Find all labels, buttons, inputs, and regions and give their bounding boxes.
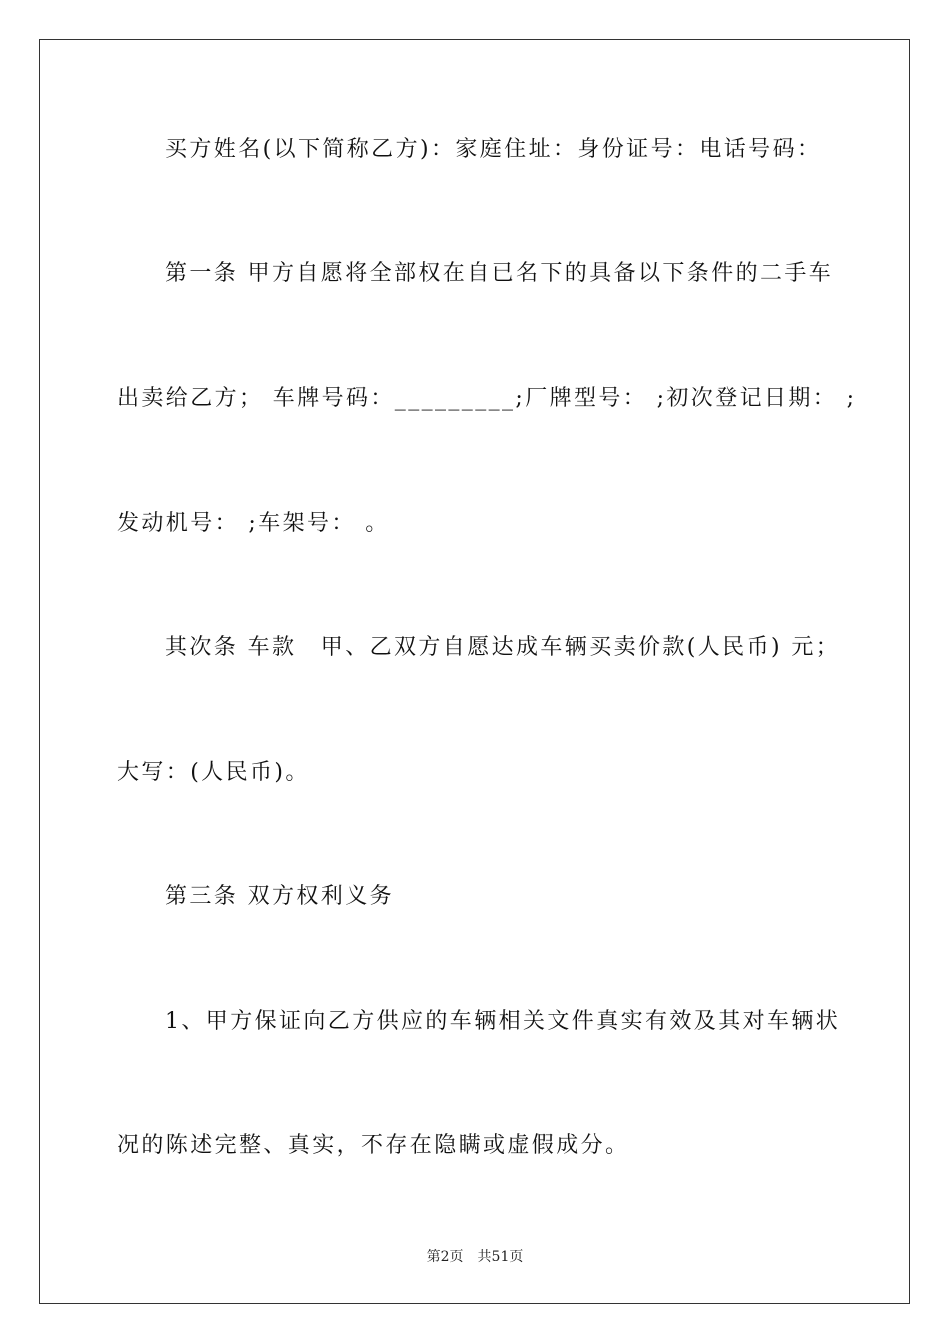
- amount-capital-line: 大写：(人民币)。: [117, 760, 310, 785]
- engine-info-line: 发动机号： ;车架号： 。: [117, 511, 390, 536]
- article-three-heading: 第三条 双方权利义务: [165, 884, 394, 909]
- article-two-line: 其次条 车款 甲、乙双方自愿达成车辆买卖价款(人民币) 元；: [165, 635, 841, 660]
- clause-one-continued-line: 况的陈述完整、真实，不存在隐瞒或虚假成分。: [117, 1133, 630, 1158]
- page-frame: [39, 39, 910, 1304]
- page-footer: [0, 1247, 950, 1267]
- clause-one-line: 1、甲方保证向乙方供应的车辆相关文件真实有效及其对车辆状: [165, 1009, 841, 1034]
- vehicle-info-line: 出卖给乙方； 车牌号码：_________;厂牌型号： ;初次登记日期： ;: [117, 386, 857, 411]
- page-number: 第2页: [426, 1249, 464, 1265]
- buyer-info-line: 买方姓名(以下简称乙方)：家庭住址：身份证号：电话号码：: [165, 137, 822, 162]
- article-one-line: 第一条 甲方自愿将全部权在自已名下的具备以下条件的二手车: [165, 261, 834, 286]
- total-pages: 共51页: [477, 1249, 524, 1265]
